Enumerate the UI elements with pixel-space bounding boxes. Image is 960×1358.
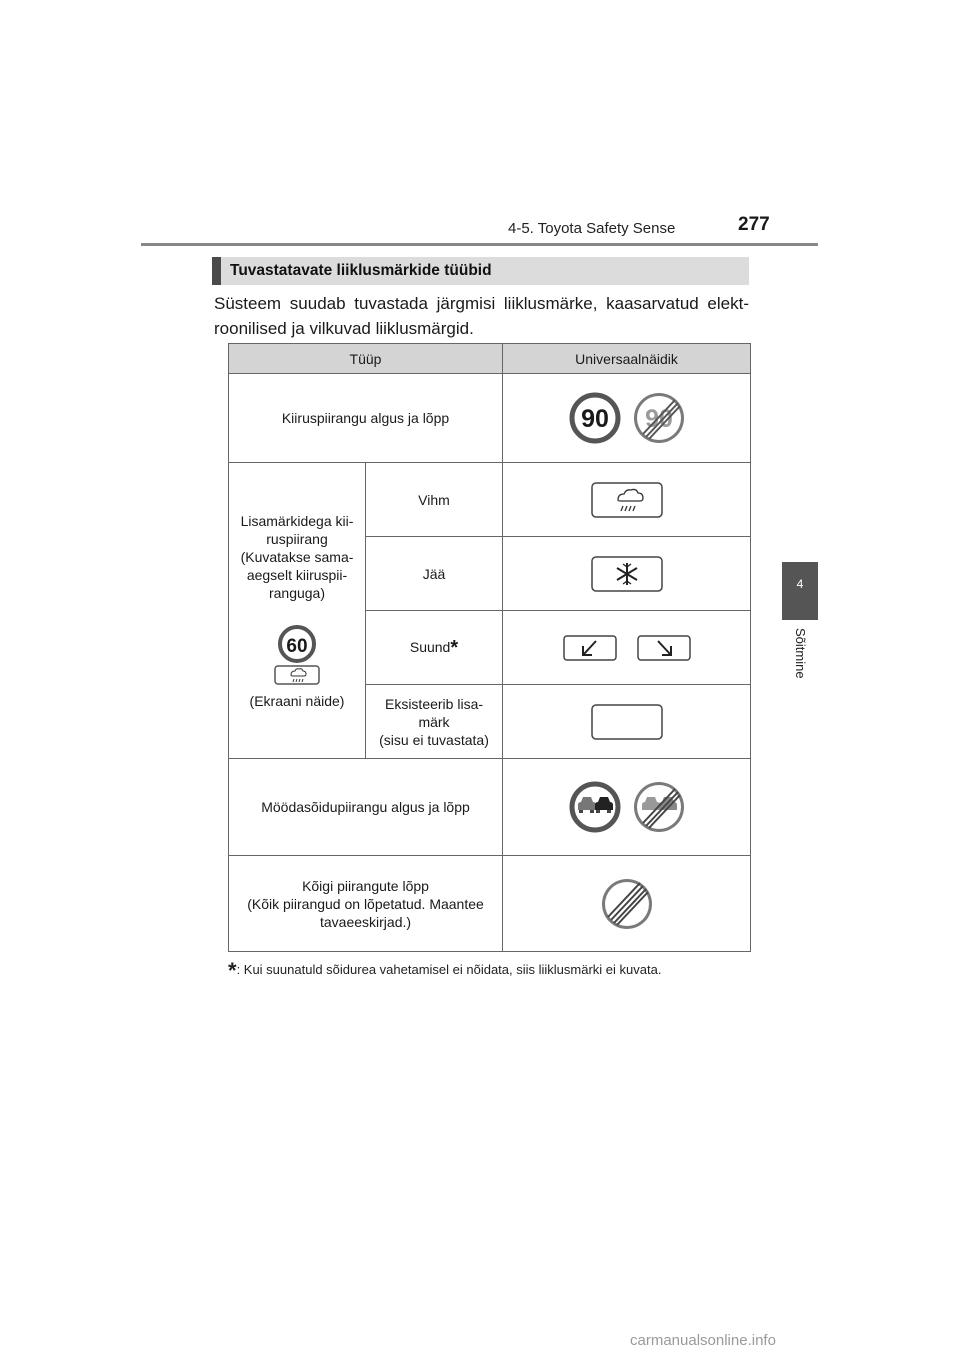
end-all-label-line: tavaeeskirjad.) bbox=[319, 913, 412, 930]
header-type: Tüüp bbox=[229, 344, 503, 374]
footnote bbox=[228, 958, 788, 984]
page-number: 277 bbox=[738, 214, 770, 235]
snowflake-icon bbox=[591, 556, 663, 592]
direction-label-cell bbox=[366, 611, 503, 685]
rain-label: Vihm bbox=[366, 463, 503, 537]
no-overtaking-end-icon bbox=[632, 780, 686, 834]
supplementary-label-line: (Kuvatakse sama- bbox=[240, 548, 354, 565]
blank-plate-icon bbox=[591, 704, 663, 740]
end-all-label-line: Kõigi piirangute lõpp bbox=[302, 877, 429, 894]
table-row bbox=[229, 856, 751, 952]
speed-limit-end-value: 90 bbox=[644, 405, 673, 433]
watermark: carmanualsonline.info bbox=[630, 1332, 776, 1349]
direction-symbols bbox=[503, 611, 751, 685]
supplementary-cell bbox=[229, 463, 366, 759]
end-all-label-line: (Kõik piirangud on lõpetatud. Maantee bbox=[247, 895, 484, 912]
supplementary-label-line: aegselt kiiruspii- bbox=[246, 566, 348, 583]
ice-label: Jää bbox=[366, 537, 503, 611]
rain-icon bbox=[591, 482, 663, 518]
speed-limit-end-icon bbox=[632, 391, 686, 445]
extra-plate-label-line: Eksisteerib lisa- bbox=[384, 695, 484, 712]
supplementary-label-line: ranguga) bbox=[268, 584, 326, 601]
footnote-text: : Kui suunatuld sõidurea vahetamisel ei nõidata, siis liiklusmärki ei kuvata. bbox=[236, 962, 662, 977]
chapter-label: Sõitmine bbox=[793, 628, 808, 679]
chapter-tab: 4 bbox=[782, 562, 818, 620]
speed-limit-start-value: 90 bbox=[580, 405, 609, 433]
sign-types-table bbox=[228, 343, 751, 952]
arrow-down-right-icon bbox=[637, 635, 691, 661]
table-header-row bbox=[229, 344, 751, 374]
header-universal: Universaalnäidik bbox=[503, 344, 751, 374]
rain-symbol bbox=[503, 463, 751, 537]
extra-plate-label-line: märk bbox=[418, 713, 450, 730]
example-speed-value: 60 bbox=[286, 635, 308, 657]
table-row bbox=[229, 374, 751, 463]
section-title: Tuvastatavate liiklusmärkide tüübid bbox=[212, 257, 749, 285]
supplementary-label-line: Lisamärkidega kii- bbox=[240, 512, 354, 529]
table-row bbox=[229, 463, 751, 537]
no-overtaking-label: Möödasõidupiirangu algus ja lõpp bbox=[229, 759, 503, 856]
speed-limit-start-icon bbox=[568, 391, 622, 445]
extra-plate-label-line: (sisu ei tuvastata) bbox=[379, 731, 489, 748]
arrow-down-left-icon bbox=[563, 635, 617, 661]
no-overtaking-start-icon bbox=[568, 780, 622, 834]
end-all-restrictions-icon bbox=[600, 877, 654, 931]
speed-limit-symbols bbox=[503, 374, 751, 463]
extra-plate-label-cell bbox=[366, 685, 503, 759]
supplementary-label-line: ruspiirang bbox=[266, 530, 328, 547]
table-row bbox=[229, 759, 751, 856]
example-display-icon bbox=[267, 624, 327, 686]
intro-paragraph: Süsteem suudab tuvastada järgmisi liiklusmärke, kaasarvatud elekt-roonilised ja vilkuvad liiklusmärgid. bbox=[214, 294, 749, 338]
ice-symbol bbox=[503, 537, 751, 611]
example-caption: (Ekraani näide) bbox=[249, 692, 345, 709]
end-all-symbol bbox=[503, 856, 751, 952]
end-all-label-cell bbox=[229, 856, 503, 952]
speed-limit-label: Kiiruspiirangu algus ja lõpp bbox=[229, 374, 503, 463]
direction-label: Suund bbox=[409, 639, 451, 655]
header-divider bbox=[141, 243, 818, 246]
no-overtaking-symbols bbox=[503, 759, 751, 856]
header-section-title: 4-5. Toyota Safety Sense bbox=[508, 220, 676, 237]
direction-footnote-marker: * bbox=[450, 637, 459, 659]
footnote-marker: * bbox=[228, 958, 237, 983]
extra-plate-symbol bbox=[503, 685, 751, 759]
